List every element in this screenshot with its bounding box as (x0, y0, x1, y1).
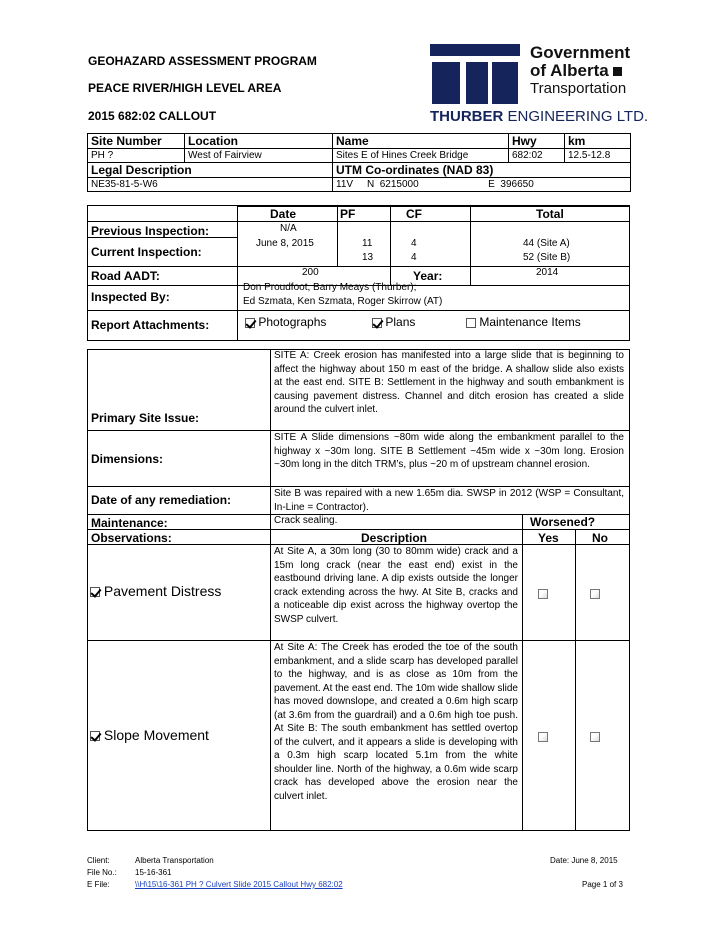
legal-value: NE35-81-5-W6 (88, 178, 333, 192)
yes-checkbox-icon[interactable] (538, 589, 548, 599)
utm-header: UTM Co-ordinates (NAD 83) (333, 163, 631, 178)
gov-alberta-logo-icon (430, 44, 520, 104)
area-title: PEACE RIVER/HIGH LEVEL AREA (88, 81, 282, 95)
primary-issue-text: SITE A: Creek erosion has manifested into a large slide that is beginning to affect the highway about 150 m east of the bridge. A shallow slide also exists at the east end. SITE B: Settlement in the highway and south embankment is causing pavement distress. Channel and ditch erosion has created a slide around the culvert inlet. (274, 350, 624, 415)
yes-checkbox-icon[interactable] (538, 732, 548, 742)
site-number-header: Site Number (88, 134, 185, 149)
slope-movement-checkbox-icon[interactable] (90, 731, 100, 741)
description-header: Description (361, 531, 428, 545)
pavement-no-checkbox[interactable] (590, 586, 600, 604)
inspected-by-label: Inspected By: (91, 290, 170, 304)
client-label: Client: (87, 856, 110, 865)
pavement-distress-checkbox-icon[interactable] (90, 587, 100, 597)
km-value: 12.5-12.8 (565, 149, 631, 163)
file-no-label: File No.: (87, 868, 117, 877)
attachment-photographs[interactable]: Photographs (245, 315, 326, 329)
no-checkbox-icon[interactable] (590, 589, 600, 599)
efile-link[interactable]: \\H\15\16-361 PH ? Culvert Slide 2015 Callout Hwy 682:02 (135, 880, 343, 889)
year-label: Year: (413, 269, 443, 283)
primary-issue-label: Primary Site Issue: (91, 411, 200, 425)
current-inspection-label: Current Inspection: (91, 245, 202, 259)
legal-header: Legal Description (88, 163, 333, 178)
dimensions-label: Dimensions: (91, 452, 164, 466)
km-header: km (565, 134, 631, 149)
pavement-distress-text: At Site A, a 30m long (30 to 80mm wide) crack and a 15m long crack (near the east end) exist in the eastbound driving lane. A dip exists outside the longer crack extending across the hwy. At Site B, cracks and a noticeable dip exist across the highway overtop the SWSP culvert. (274, 546, 518, 625)
client-value: Alberta Transportation (135, 856, 214, 865)
footer-date: Date: June 8, 2015 (550, 856, 618, 865)
callout-title: 2015 682:02 CALLOUT (88, 109, 217, 123)
inspected-by-line2: Ed Szmata, Ken Szmata, Roger Skirrow (AT) (243, 296, 443, 307)
name-header: Name (333, 134, 509, 149)
total-site-a: 44 (Site A) (523, 238, 570, 249)
attachments-label: Report Attachments: (91, 318, 210, 332)
remediation-text: Site B was repaired with a new 1.65m dia. SWSP in 2012 (WSP = Consultant, In-Line = Contractor). (274, 488, 624, 513)
utm-value: 11V N 6215000 E 396650 (333, 178, 631, 192)
current-date: June 8, 2015 (256, 238, 314, 249)
pf-header: PF (340, 207, 356, 221)
name-value: Sites E of Hines Creek Bridge (333, 149, 509, 163)
observation-pavement-distress[interactable]: Pavement Distress (90, 583, 221, 599)
logo-block (430, 43, 649, 126)
program-title: GEOHAZARD ASSESSMENT PROGRAM (88, 54, 317, 68)
slope-movement-text: At Site A: The Creek has eroded the toe of the south embankment, and a slide scarp has developed parallel to the highway, and is as close as 10m from the pavement. At the east end. The 10m wide shallow slide has moved downslope, and created a 0.6m high scarp (at 3.6m from the guardrail) and a 0.6m high toe push. At Site B: The south embankment has settled overtop of the culvert, and it appears a slide is developing with a 0.3m high scarp located 5.1m from the white shoulder line. North of the highway, a 0.6m wide scarp crack has developed above the erosion near the culvert inlet. (274, 642, 518, 802)
no-checkbox-icon[interactable] (590, 732, 600, 742)
gov-line3: Transportation (530, 80, 627, 97)
hwy-value: 682:02 (509, 149, 565, 163)
date-header: Date (270, 207, 297, 221)
yes-header: Yes (538, 531, 559, 545)
year-value: 2014 (536, 267, 559, 278)
attachment-maintenance[interactable]: Maintenance Items (466, 315, 581, 329)
site-number-value: PH ? (88, 149, 185, 163)
observations-label: Observations: (91, 531, 172, 545)
pf-site-b: 13 (362, 252, 374, 263)
pavement-yes-checkbox[interactable] (538, 586, 548, 604)
previous-date: N/A (280, 223, 297, 234)
dimensions-text: SITE A Slide dimensions ~80m wide along the embankment parallel to the highway x ~30m long. SITE B Settlement ~45m wide x ~30m long. Erosion ~30m long in the ditch TRM’s, plus ~20 m of upstream channel erosion. (274, 432, 624, 470)
photographs-checkbox-icon[interactable] (245, 318, 255, 328)
pf-site-a: 11 (362, 238, 373, 249)
cf-header: CF (406, 207, 422, 221)
efile-label: E File: (87, 880, 110, 889)
total-header: Total (536, 207, 564, 221)
hwy-header: Hwy (509, 134, 565, 149)
previous-inspection-label: Previous Inspection: (91, 224, 210, 238)
aadt-value: 200 (302, 267, 319, 278)
site-info-table (87, 133, 631, 192)
maintenance-checkbox-icon[interactable] (466, 318, 476, 328)
attachment-plans[interactable]: Plans (372, 315, 415, 329)
cf-site-a: 4 (411, 238, 417, 249)
worsened-header: Worsened? (530, 515, 596, 529)
maintenance-text: Crack sealing. (274, 515, 338, 526)
location-value: West of Fairview (185, 149, 333, 163)
gov-square-icon (613, 67, 622, 76)
remediation-label: Date of any remediation: (91, 493, 232, 507)
inspected-by-line1: Don Proudfoot, Barry Meays (Thurber); (243, 282, 417, 293)
plans-checkbox-icon[interactable] (372, 318, 382, 328)
cf-site-b: 4 (411, 252, 417, 263)
location-header: Location (185, 134, 333, 149)
total-site-b: 52 (Site B) (523, 252, 571, 263)
no-header: No (592, 531, 608, 545)
observation-slope-movement[interactable]: Slope Movement (90, 727, 209, 743)
maintenance-label: Maintenance: (91, 516, 168, 530)
gov-line1: Government (530, 43, 631, 62)
slope-no-checkbox[interactable] (590, 729, 600, 747)
thurber-logo: THURBER ENGINEERING LTD. (430, 108, 649, 125)
aadt-label: Road AADT: (91, 269, 160, 283)
file-no-value: 15-16-361 (135, 868, 172, 877)
slope-yes-checkbox[interactable] (538, 729, 548, 747)
gov-line2: of Alberta (530, 62, 622, 79)
page-number: Page 1 of 3 (582, 880, 623, 889)
